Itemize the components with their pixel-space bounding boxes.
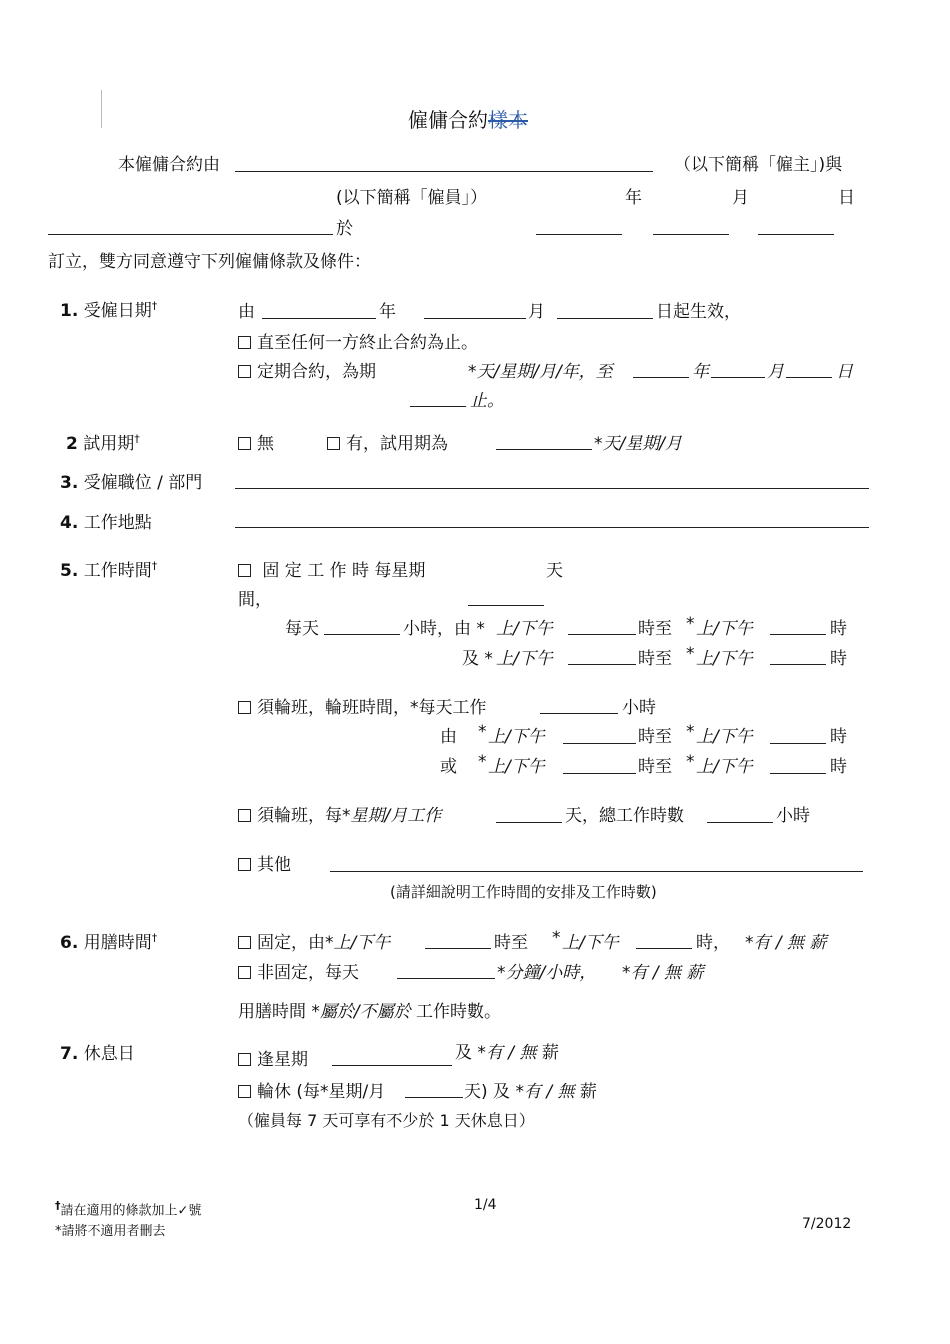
s5-star-4: * bbox=[686, 722, 695, 742]
intro-day: 日 bbox=[838, 188, 855, 208]
s5-hours: 小時 bbox=[622, 698, 656, 718]
s5-fixed[interactable]: 固 定 工 作 時 每星期 bbox=[238, 556, 425, 581]
s5-hours-from: 小時，由 * bbox=[403, 619, 485, 639]
s5-to-1: 時至 bbox=[638, 619, 672, 639]
s7-heading: 7. 休息日 bbox=[60, 1044, 135, 1064]
s1-month-field[interactable] bbox=[424, 318, 526, 319]
checkbox-icon[interactable] bbox=[238, 1085, 251, 1098]
s3-position-field[interactable] bbox=[235, 488, 869, 489]
s5-and: 及 * bbox=[462, 649, 493, 669]
s5-other[interactable]: 其他 bbox=[238, 850, 291, 875]
s1-m: 月 bbox=[767, 362, 784, 382]
s5-heading: 5. 工作時間† bbox=[60, 559, 158, 581]
s5-other-field[interactable] bbox=[330, 871, 863, 872]
checkbox-icon[interactable] bbox=[238, 564, 251, 577]
s5-star-6: * bbox=[686, 752, 695, 772]
s5-hours2: 小時 bbox=[776, 806, 810, 826]
checkbox-icon[interactable] bbox=[238, 701, 251, 714]
s5-ampm-2: 上/下午 bbox=[696, 619, 753, 639]
s5-start-1-field[interactable] bbox=[568, 634, 636, 635]
s5-ampm-1: 上/下午 bbox=[496, 619, 553, 639]
s5-end-3-field[interactable] bbox=[770, 743, 826, 744]
s5-start-3-field[interactable] bbox=[563, 743, 636, 744]
intro-month: 月 bbox=[732, 188, 749, 208]
s2-probation-field[interactable] bbox=[496, 449, 592, 450]
intro-by: 本僱傭合約由 bbox=[118, 155, 220, 175]
s5-shift-a[interactable]: 須輪班，輪班時間，*每天工作 bbox=[238, 693, 487, 718]
s1-from: 由 bbox=[238, 302, 255, 322]
employee-field[interactable] bbox=[48, 234, 333, 235]
s6-paid: *有 / 無 薪 bbox=[745, 933, 827, 953]
s1-year-field[interactable] bbox=[262, 318, 376, 319]
s7-rotate-end: 天) 及 *有 / 無 薪 bbox=[464, 1082, 597, 1102]
s7-weekly[interactable]: 逢星期 bbox=[238, 1045, 308, 1070]
s1-month: 月 bbox=[528, 302, 545, 322]
page-number: 1/4 bbox=[474, 1197, 497, 1213]
s5-to-3: 時至 bbox=[638, 727, 672, 747]
s6-units: *分鐘/小時， bbox=[497, 963, 597, 983]
s6-fixed[interactable]: 固定，由*上/下午 bbox=[238, 928, 390, 953]
s1-y: 年 bbox=[692, 362, 709, 382]
s6-to: 時至 bbox=[494, 933, 528, 953]
sign-day-field[interactable] bbox=[758, 234, 834, 235]
s5-ampm-8: 上/下午 bbox=[696, 757, 753, 777]
s6-nonfixed[interactable]: 非固定，每天 bbox=[238, 958, 359, 983]
s1-option-b[interactable]: 定期合約，為期 bbox=[238, 357, 376, 382]
s2-units: *天/星期/月 bbox=[594, 434, 682, 454]
s1-effective: 日起生效， bbox=[656, 302, 741, 322]
version-date: 7/2012 bbox=[802, 1216, 852, 1232]
intro-employer-suffix: （以下簡稱「僱主」)與 bbox=[674, 155, 843, 175]
s3-heading: 3. 受僱職位 / 部門 bbox=[60, 473, 203, 493]
intro-employee-suffix: (以下簡稱「僱員」） bbox=[336, 188, 488, 208]
s5-end-1-field[interactable] bbox=[770, 634, 826, 635]
s7-note: （僱員每 7 天可享有不少於 1 天休息日） bbox=[238, 1111, 535, 1130]
s5-end-4-field[interactable] bbox=[770, 773, 826, 774]
s5-shift-days-field[interactable] bbox=[496, 822, 562, 823]
s2-heading: 2 試用期† bbox=[66, 432, 140, 454]
checkbox-icon[interactable] bbox=[238, 365, 251, 378]
s5-total: 天，總工作時數 bbox=[565, 806, 684, 826]
s2-none[interactable]: 無 bbox=[238, 429, 274, 454]
employer-field[interactable] bbox=[235, 171, 653, 172]
s5-ampm-6: 上/下午 bbox=[696, 727, 753, 747]
s1-end-month-field[interactable] bbox=[711, 377, 765, 378]
s1-day-field[interactable] bbox=[557, 318, 653, 319]
s5-star-3: * bbox=[478, 722, 487, 742]
title-main: 僱傭合約 bbox=[408, 108, 488, 132]
s1-stop: 止。 bbox=[470, 391, 504, 411]
s5-ampm-3: 上/下午 bbox=[496, 649, 553, 669]
s5-hour-1: 時 bbox=[830, 619, 847, 639]
s1-end-year-field[interactable] bbox=[633, 377, 689, 378]
title-accent: 樣本 bbox=[488, 108, 528, 132]
s5-hour-2: 時 bbox=[830, 649, 847, 669]
s1-units: *天/星期/月/年，至 bbox=[468, 362, 613, 382]
s7-and-paid: 及 *有 / 無 薪 bbox=[455, 1043, 559, 1063]
s1-year: 年 bbox=[379, 302, 396, 322]
sign-year-field[interactable] bbox=[536, 234, 622, 235]
s1-end-day-field[interactable] bbox=[786, 377, 832, 378]
s4-heading: 4. 工作地點 bbox=[60, 513, 152, 533]
s5-start-2-field[interactable] bbox=[568, 664, 636, 665]
s5-shift-hours-field[interactable] bbox=[540, 713, 618, 714]
s5-daily: 每天 bbox=[285, 619, 319, 639]
page-title bbox=[408, 104, 528, 133]
intro-year: 年 bbox=[625, 188, 642, 208]
checkbox-icon[interactable] bbox=[238, 858, 251, 871]
s5-total-hours-field[interactable] bbox=[707, 822, 773, 823]
s4-location-field[interactable] bbox=[235, 527, 869, 528]
s6-ampm-2: 上/下午 bbox=[562, 933, 619, 953]
s6-start-field[interactable] bbox=[425, 948, 491, 949]
s5-or: 或 bbox=[440, 757, 457, 777]
s5-shift-b[interactable]: 須輪班，每*星期/月工作 bbox=[238, 801, 441, 826]
s5-star-2: * bbox=[686, 644, 695, 664]
footer-note-1: †請在適用的條款加上✓號 bbox=[55, 1199, 202, 1219]
s6-heading: 6. 用膳時間† bbox=[60, 931, 158, 953]
s6-hour-comma: 時， bbox=[696, 933, 730, 953]
s5-ampm-5: 上/下午 bbox=[488, 727, 545, 747]
s7-rotate-field[interactable] bbox=[405, 1097, 463, 1098]
s5-days-field[interactable] bbox=[468, 605, 544, 606]
checkbox-icon[interactable] bbox=[238, 336, 251, 349]
s2-yes[interactable]: 有，試用期為 bbox=[327, 429, 448, 454]
s5-time-word: 間， bbox=[238, 590, 272, 610]
s7-weekday-field[interactable] bbox=[332, 1065, 452, 1066]
s6-paid2: *有 / 無 薪 bbox=[622, 963, 704, 983]
s5-to-4: 時至 bbox=[638, 757, 672, 777]
s5-from2: 由 bbox=[440, 727, 457, 747]
s5-hour-3: 時 bbox=[830, 727, 847, 747]
footer-note-2: *請將不適用者刪去 bbox=[55, 1224, 166, 1239]
s7-rotate[interactable]: 輪休 (每*星期/月 bbox=[238, 1077, 385, 1102]
s5-ampm-4: 上/下午 bbox=[696, 649, 753, 669]
sign-month-field[interactable] bbox=[653, 234, 729, 235]
s6-star: * bbox=[552, 928, 561, 948]
s6-end-field[interactable] bbox=[636, 948, 692, 949]
s5-days: 天 bbox=[546, 561, 563, 581]
checkbox-icon[interactable] bbox=[238, 936, 251, 949]
s5-ampm-7: 上/下午 bbox=[488, 757, 545, 777]
checkbox-icon[interactable] bbox=[238, 437, 251, 450]
s5-other-note: (請詳細說明工作時間的安排及工作時數) bbox=[390, 883, 657, 901]
intro-agree: 訂立，雙方同意遵守下列僱傭條款及條件： bbox=[48, 252, 371, 272]
checkbox-icon[interactable] bbox=[238, 1053, 251, 1066]
checkbox-icon[interactable] bbox=[238, 966, 251, 979]
s5-star-1: * bbox=[686, 614, 695, 634]
s1-duration-field[interactable] bbox=[410, 406, 466, 407]
intro-at: 於 bbox=[336, 219, 353, 239]
s5-to-2: 時至 bbox=[638, 649, 672, 669]
margin-marker bbox=[101, 90, 102, 128]
checkbox-icon[interactable] bbox=[327, 437, 340, 450]
s1-d: 日 bbox=[836, 362, 853, 382]
s5-hour-4: 時 bbox=[830, 757, 847, 777]
s6-counted: 用膳時間 *屬於/不屬於 工作時數。 bbox=[238, 1002, 502, 1022]
checkbox-icon[interactable] bbox=[238, 809, 251, 822]
s5-start-4-field[interactable] bbox=[563, 773, 636, 774]
s5-star-5: * bbox=[478, 752, 487, 772]
s1-option-a[interactable]: 直至任何一方終止合約為止。 bbox=[238, 328, 478, 353]
s5-daily-hours-field[interactable] bbox=[324, 634, 400, 635]
s1-heading: 1. 受僱日期† bbox=[60, 299, 158, 321]
s5-end-2-field[interactable] bbox=[770, 664, 826, 665]
s6-duration-field[interactable] bbox=[397, 978, 495, 979]
